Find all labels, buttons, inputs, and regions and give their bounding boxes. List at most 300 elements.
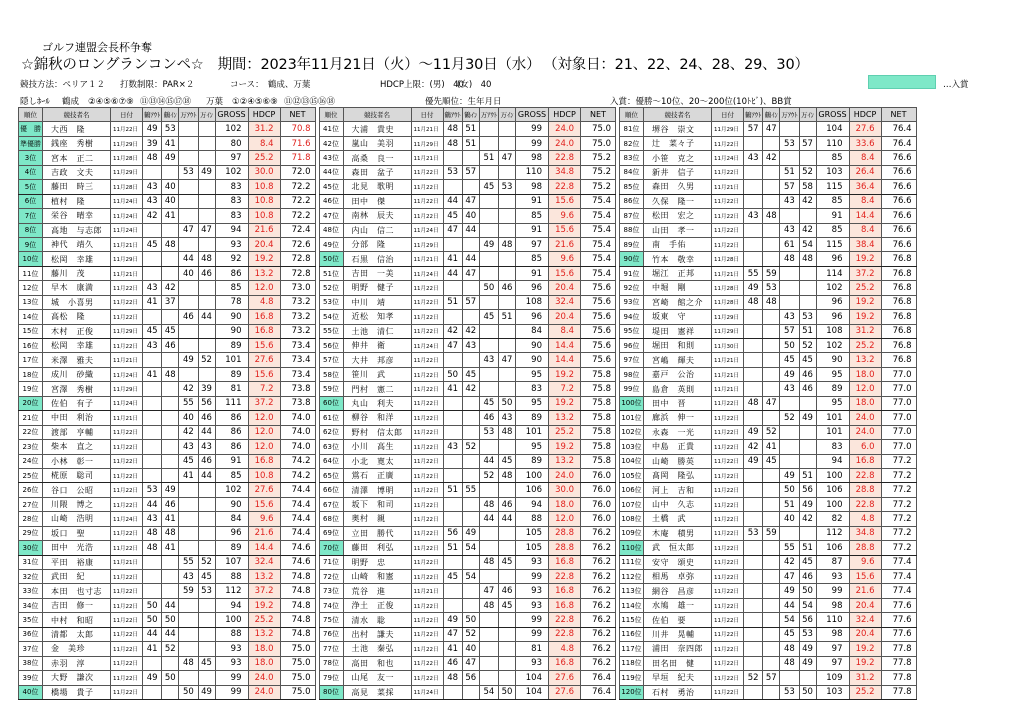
cell-in xyxy=(162,411,179,425)
cell-mout xyxy=(179,237,198,251)
cell-net: 72.4 xyxy=(280,223,315,237)
cell-date: 11月29日 xyxy=(411,136,443,150)
cell-hdcp: 18.0 xyxy=(248,656,280,670)
cell-rank: 優 勝 xyxy=(19,122,43,136)
cell-mout xyxy=(479,295,498,309)
cell-min xyxy=(499,541,516,555)
cell-date: 11月22日 xyxy=(712,165,744,179)
col-header-min: 万ｲﾝ xyxy=(198,108,215,122)
cell-date: 11月22日 xyxy=(111,122,143,136)
cell-out: 45 xyxy=(443,209,462,223)
cell-gross: 93 xyxy=(215,642,248,656)
cell-date: 11月22日 xyxy=(712,194,744,208)
cell-name: 相馬 卓弥 xyxy=(644,570,712,584)
cell-mout: 54 xyxy=(479,685,498,699)
cell-hdcp: 25.2 xyxy=(248,151,280,165)
cell-min: 50 xyxy=(499,396,516,410)
cell-min: 46 xyxy=(499,281,516,295)
cell-net: 76.4 xyxy=(581,671,616,685)
cell-name: 川井 晃輔 xyxy=(644,627,712,641)
cell-min: 46 xyxy=(799,570,816,584)
cell-net: 75.2 xyxy=(581,151,616,165)
cell-in xyxy=(763,353,780,367)
cell-hdcp: 18.0 xyxy=(248,642,280,656)
cell-name: 中堀 剛 xyxy=(644,281,712,295)
cell-min xyxy=(499,252,516,266)
cell-name: 高桑 良一 xyxy=(343,151,411,165)
cell-out: 53 xyxy=(744,526,763,540)
cell-net: 75.8 xyxy=(581,425,616,439)
cell-gross: 101 xyxy=(516,425,549,439)
cell-net: 76.6 xyxy=(881,209,916,223)
result-row xyxy=(319,483,616,497)
cell-out: 50 xyxy=(143,598,162,612)
cell-net: 76.6 xyxy=(881,194,916,208)
cell-rank: 46位 xyxy=(319,194,343,208)
cell-gross: 99 xyxy=(816,584,849,598)
cell-in: 50 xyxy=(462,613,479,627)
result-row xyxy=(620,237,917,251)
cell-date: 11月22日 xyxy=(712,555,744,569)
holes4: ⑪⑫⑬⑮⑯⑱ xyxy=(284,97,336,107)
cell-out: 48 xyxy=(143,541,162,555)
result-row xyxy=(19,165,316,179)
cell-hdcp: 34.8 xyxy=(549,165,581,179)
cell-mout: 43 xyxy=(780,382,799,396)
cell-mout xyxy=(179,642,198,656)
cell-gross: 90 xyxy=(516,353,549,367)
col-header-date: 日付 xyxy=(111,108,143,122)
cell-hdcp: 10.8 xyxy=(248,194,280,208)
cell-rank: 60位 xyxy=(319,396,343,410)
result-row xyxy=(19,194,316,208)
cell-min xyxy=(799,151,816,165)
cell-net: 77.0 xyxy=(881,382,916,396)
cell-hdcp: 8.4 xyxy=(849,151,881,165)
cell-gross: 98 xyxy=(516,151,549,165)
col-header-in: 鶴ｲﾝ xyxy=(462,108,479,122)
result-row xyxy=(19,136,316,150)
cell-hdcp: 20.4 xyxy=(549,281,581,295)
cell-hdcp: 18.0 xyxy=(849,396,881,410)
cell-hdcp: 30.0 xyxy=(549,483,581,497)
cell-min: 46 xyxy=(198,411,215,425)
cell-date: 11月22日 xyxy=(111,627,143,641)
cell-rank: 86位 xyxy=(620,194,644,208)
result-row xyxy=(620,598,917,612)
cell-mout xyxy=(780,209,799,223)
cell-mout: 45 xyxy=(179,454,198,468)
cell-gross: 97 xyxy=(516,237,549,251)
cell-rank: 29位 xyxy=(19,526,43,540)
cell-mout: 46 xyxy=(479,411,498,425)
cell-mout xyxy=(179,627,198,641)
result-row xyxy=(19,454,316,468)
cell-in xyxy=(462,151,479,165)
result-row xyxy=(620,671,917,685)
cell-gross: 86 xyxy=(215,440,248,454)
cell-name: 椛原 聡司 xyxy=(43,468,111,482)
cell-min xyxy=(198,627,215,641)
cell-mout xyxy=(479,671,498,685)
cell-in: 59 xyxy=(763,526,780,540)
cell-net: 77.4 xyxy=(881,555,916,569)
cell-name: 石黒 信治 xyxy=(343,252,411,266)
result-row xyxy=(19,425,316,439)
cell-out xyxy=(443,353,462,367)
cell-net: 76.8 xyxy=(881,339,916,353)
cell-min xyxy=(198,295,215,309)
cell-rank: 36位 xyxy=(19,627,43,641)
cell-date: 11月29日 xyxy=(111,136,143,150)
cell-gross: 102 xyxy=(816,281,849,295)
cell-hdcp: 27.6 xyxy=(549,671,581,685)
cell-hdcp: 15.6 xyxy=(549,266,581,280)
cell-in: 48 xyxy=(162,526,179,540)
cell-out: 47 xyxy=(443,627,462,641)
cell-name: 笹川 武 xyxy=(343,367,411,381)
cell-mout xyxy=(780,122,799,136)
cell-gross: 105 xyxy=(516,526,549,540)
cell-min xyxy=(198,122,215,136)
cell-rank: 50位 xyxy=(319,252,343,266)
cell-in: 41 xyxy=(763,440,780,454)
cell-mout xyxy=(479,266,498,280)
cell-net: 75.4 xyxy=(581,252,616,266)
cell-net: 77.2 xyxy=(881,512,916,526)
cell-hdcp: 30.0 xyxy=(248,165,280,179)
cell-hdcp: 13.2 xyxy=(248,266,280,280)
cell-out xyxy=(744,165,763,179)
cell-out: 41 xyxy=(443,642,462,656)
cell-gross: 111 xyxy=(215,396,248,410)
cell-out xyxy=(143,223,162,237)
cell-min xyxy=(198,324,215,338)
cell-mout xyxy=(179,512,198,526)
cell-date: 11月22日 xyxy=(712,209,744,223)
cell-rank: 61位 xyxy=(319,411,343,425)
cell-gross: 90 xyxy=(215,497,248,511)
cell-mout: 48 xyxy=(780,252,799,266)
cell-hdcp: 7.2 xyxy=(248,382,280,396)
cell-date: 11月22日 xyxy=(712,396,744,410)
cell-mout xyxy=(479,526,498,540)
result-row xyxy=(19,512,316,526)
cell-mout: 44 xyxy=(179,252,198,266)
cell-rank: 14位 xyxy=(19,310,43,324)
cell-mout xyxy=(179,295,198,309)
cell-gross: 95 xyxy=(516,367,549,381)
cell-hdcp: 37.2 xyxy=(248,396,280,410)
cell-mout: 48 xyxy=(780,642,799,656)
cell-net: 74.8 xyxy=(280,584,315,598)
cell-min: 47 xyxy=(499,353,516,367)
cell-rank: 51位 xyxy=(319,266,343,280)
cell-out: 45 xyxy=(443,570,462,584)
cell-gross: 78 xyxy=(215,295,248,309)
cell-net: 76.6 xyxy=(881,180,916,194)
cell-name: 柳谷 和洋 xyxy=(343,411,411,425)
cell-date: 11月22日 xyxy=(411,165,443,179)
cell-mout: 55 xyxy=(179,396,198,410)
result-row xyxy=(319,165,616,179)
cell-date: 11月22日 xyxy=(111,526,143,540)
cell-date: 11月22日 xyxy=(712,454,744,468)
result-row xyxy=(319,324,616,338)
cell-gross: 102 xyxy=(215,165,248,179)
col-header-rank: 順位 xyxy=(319,108,343,122)
cell-date: 11月22日 xyxy=(111,671,143,685)
cell-date: 11月28日 xyxy=(111,151,143,165)
result-row xyxy=(319,237,616,251)
cell-name: 浄土 正俊 xyxy=(343,598,411,612)
cell-mout xyxy=(479,382,498,396)
cell-hdcp: 19.2 xyxy=(248,252,280,266)
prizes-text: 入賞：優勝～10位、20～200位(10ﾄﾋﾞ)、BB賞 xyxy=(610,97,792,107)
cell-out: 42 xyxy=(443,324,462,338)
cell-min xyxy=(799,122,816,136)
col-header-hdcp: HDCP xyxy=(248,108,280,122)
cell-gross: 97 xyxy=(816,656,849,670)
cell-date: 11月22日 xyxy=(411,454,443,468)
cell-date: 11月24日 xyxy=(712,151,744,165)
result-row xyxy=(319,570,616,584)
result-row xyxy=(319,584,616,598)
cell-gross: 115 xyxy=(816,180,849,194)
cell-out xyxy=(143,570,162,584)
cell-date: 11月29日 xyxy=(712,324,744,338)
cell-date: 11月29日 xyxy=(712,122,744,136)
cell-name: 武 恒太郎 xyxy=(644,541,712,555)
cell-hdcp: 14.4 xyxy=(248,541,280,555)
col-header-name: 競技者名 xyxy=(343,108,411,122)
result-row xyxy=(19,468,316,482)
cell-gross: 81 xyxy=(516,642,549,656)
result-row xyxy=(319,180,616,194)
cell-hdcp: 9.6 xyxy=(248,512,280,526)
cell-gross: 93 xyxy=(215,237,248,251)
cell-rank: 120位 xyxy=(620,685,644,699)
cell-in: 44 xyxy=(162,627,179,641)
cell-net: 75.8 xyxy=(581,440,616,454)
cell-date: 11月22日 xyxy=(111,598,143,612)
cell-in xyxy=(763,180,780,194)
cell-out: 45 xyxy=(143,237,162,251)
cell-date: 11月28日 xyxy=(712,281,744,295)
cell-name: 宮崎 館之介 xyxy=(644,295,712,309)
cell-net: 72.8 xyxy=(280,266,315,280)
cell-net: 76.2 xyxy=(581,555,616,569)
cell-in: 50 xyxy=(162,613,179,627)
cell-name: 橋場 貴子 xyxy=(43,685,111,699)
result-row xyxy=(319,136,616,150)
period-text: 期間：2023年11月21日（火）～11月30日（水） xyxy=(217,57,541,73)
cell-gross: 93 xyxy=(516,584,549,598)
cell-gross: 89 xyxy=(215,367,248,381)
cell-out xyxy=(443,310,462,324)
cell-gross: 100 xyxy=(816,497,849,511)
cell-in xyxy=(763,570,780,584)
cell-in xyxy=(462,584,479,598)
cell-date: 11月22日 xyxy=(411,367,443,381)
result-row xyxy=(620,310,917,324)
cell-name: 谷口 公昭 xyxy=(43,483,111,497)
cell-rank: 30位 xyxy=(19,541,43,555)
cell-net: 76.8 xyxy=(881,324,916,338)
cell-in: 53 xyxy=(162,122,179,136)
result-row xyxy=(319,440,616,454)
cell-rank: 65位 xyxy=(319,468,343,482)
cell-in: 47 xyxy=(763,122,780,136)
cell-gross: 99 xyxy=(516,122,549,136)
cell-date: 11月24日 xyxy=(111,367,143,381)
cell-out: 46 xyxy=(443,656,462,670)
cell-name: 佐伯 有子 xyxy=(43,396,111,410)
cell-hdcp: 22.8 xyxy=(549,570,581,584)
cell-gross: 94 xyxy=(516,497,549,511)
cell-rank: 75位 xyxy=(319,613,343,627)
result-row xyxy=(620,396,917,410)
cell-rank: 20位 xyxy=(19,396,43,410)
cell-net: 74.0 xyxy=(280,425,315,439)
cell-in xyxy=(462,281,479,295)
cell-min xyxy=(799,454,816,468)
cell-min: 51 xyxy=(499,310,516,324)
cell-out xyxy=(143,440,162,454)
cell-out xyxy=(143,396,162,410)
cell-out: 44 xyxy=(443,194,462,208)
cell-name: 分部 隆 xyxy=(343,237,411,251)
cell-name: 栄谷 晴幸 xyxy=(43,209,111,223)
cell-rank: 117位 xyxy=(620,642,644,656)
cell-date: 11月29日 xyxy=(111,382,143,396)
cell-net: 73.2 xyxy=(280,295,315,309)
cell-in xyxy=(763,339,780,353)
cell-rank: 9位 xyxy=(19,237,43,251)
cell-net: 75.8 xyxy=(581,454,616,468)
cell-net: 73.8 xyxy=(280,396,315,410)
cell-in: 50 xyxy=(162,671,179,685)
result-row xyxy=(319,252,616,266)
cell-hdcp: 8.4 xyxy=(248,136,280,150)
cell-gross: 85 xyxy=(516,252,549,266)
cell-hdcp: 9.6 xyxy=(849,555,881,569)
cell-rank: 13位 xyxy=(19,295,43,309)
cell-out: 57 xyxy=(744,122,763,136)
cell-name: 早垣 紀夫 xyxy=(644,671,712,685)
cell-in xyxy=(162,468,179,482)
cell-date: 11月24日 xyxy=(411,685,443,699)
cell-rank: 23位 xyxy=(19,440,43,454)
cell-rank: 62位 xyxy=(319,425,343,439)
cell-in xyxy=(763,310,780,324)
cell-in xyxy=(763,165,780,179)
cell-out: 49 xyxy=(143,671,162,685)
cell-name: 田中 傑 xyxy=(343,194,411,208)
result-row xyxy=(620,339,917,353)
results-table-2 xyxy=(319,107,617,700)
cell-in xyxy=(162,584,179,598)
cell-mout xyxy=(479,136,498,150)
cell-gross: 86 xyxy=(215,266,248,280)
cell-min xyxy=(198,136,215,150)
cell-mout: 40 xyxy=(179,411,198,425)
cell-mout xyxy=(780,526,799,540)
cell-date: 11月28日 xyxy=(111,180,143,194)
cell-name: 清水 聡 xyxy=(343,613,411,627)
cell-date: 11月21日 xyxy=(111,555,143,569)
cell-gross: 89 xyxy=(215,339,248,353)
cell-gross: 91 xyxy=(516,194,549,208)
cell-gross: 104 xyxy=(516,671,549,685)
cell-min: 52 xyxy=(198,555,215,569)
cell-in: 42 xyxy=(462,324,479,338)
cell-gross: 112 xyxy=(215,584,248,598)
cell-rank: 115位 xyxy=(620,613,644,627)
cell-mout: 51 xyxy=(479,151,498,165)
cell-mout: 53 xyxy=(479,425,498,439)
cell-mout: 50 xyxy=(179,685,198,699)
cell-name: 山崎 浩明 xyxy=(43,512,111,526)
result-row xyxy=(620,526,917,540)
cell-in xyxy=(162,165,179,179)
cell-rank: 100位 xyxy=(620,396,644,410)
result-row xyxy=(319,656,616,670)
result-row xyxy=(620,613,917,627)
cell-name: 土池 清仁 xyxy=(343,324,411,338)
cell-out: 47 xyxy=(443,339,462,353)
cell-out xyxy=(744,512,763,526)
cell-hdcp: 18.0 xyxy=(549,497,581,511)
cell-out: 48 xyxy=(443,671,462,685)
cell-in: 42 xyxy=(162,281,179,295)
cell-net: 77.4 xyxy=(881,584,916,598)
cell-out: 48 xyxy=(443,122,462,136)
legend-text: …入賞 xyxy=(943,80,969,90)
cell-mout xyxy=(780,151,799,165)
cell-rank: 10位 xyxy=(19,252,43,266)
cell-rank: 41位 xyxy=(319,122,343,136)
cell-min: 44 xyxy=(499,512,516,526)
cell-in: 48 xyxy=(162,237,179,251)
cell-date: 11月22日 xyxy=(712,440,744,454)
cell-in xyxy=(162,454,179,468)
cell-gross: 93 xyxy=(516,656,549,670)
cell-rank: 18位 xyxy=(19,367,43,381)
cell-rank: 47位 xyxy=(319,209,343,223)
cell-gross: 93 xyxy=(516,555,549,569)
cell-hdcp: 20.4 xyxy=(849,598,881,612)
cell-in xyxy=(162,656,179,670)
cell-hdcp: 9.6 xyxy=(549,209,581,223)
cell-name: 荒谷 進 xyxy=(343,584,411,598)
cell-hdcp: 22.8 xyxy=(549,151,581,165)
cell-name: 坂下 和司 xyxy=(343,497,411,511)
cell-in: 45 xyxy=(162,324,179,338)
result-row xyxy=(19,180,316,194)
cell-in xyxy=(763,656,780,670)
cell-rank: 28位 xyxy=(19,512,43,526)
cell-in: 47 xyxy=(462,194,479,208)
result-row xyxy=(19,339,316,353)
cell-name: 久保 隆一 xyxy=(644,194,712,208)
result-row xyxy=(19,584,316,598)
cell-net: 76.0 xyxy=(581,468,616,482)
cell-hdcp: 14.4 xyxy=(549,353,581,367)
cell-hdcp: 15.6 xyxy=(549,194,581,208)
cell-rank: 73位 xyxy=(319,584,343,598)
result-row xyxy=(319,367,616,381)
